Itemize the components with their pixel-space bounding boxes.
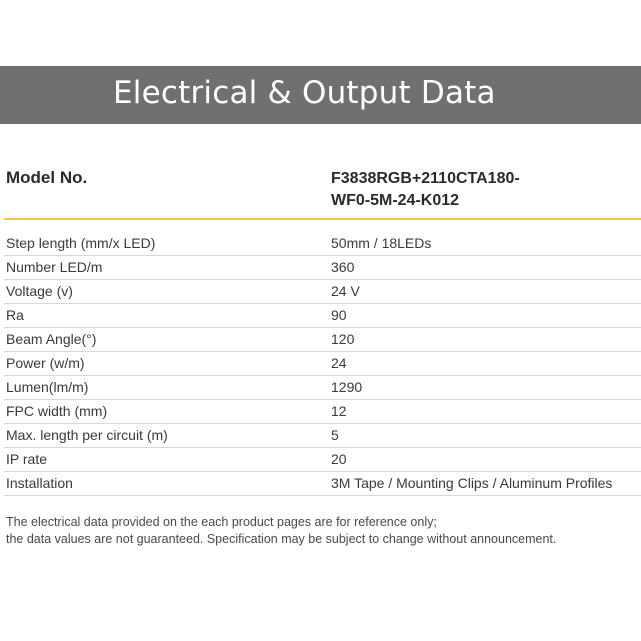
spec-table — [0, 232, 641, 496]
spec-value: 50mm / 18LEDs — [331, 235, 432, 251]
spec-row-fpc-width — [4, 400, 641, 424]
spec-row-ip-rate — [4, 448, 641, 472]
model-number-label: Model No. — [6, 168, 88, 187]
spec-value: 3M Tape / Mounting Clips / Aluminum Profiles — [331, 475, 613, 491]
disclaimer-line-2: the data values are not guaranteed. Specification may be subject to change without announcement. — [6, 532, 557, 546]
spec-value: 20 — [331, 451, 347, 467]
spec-value: 360 — [331, 259, 355, 275]
spec-row-led-count — [4, 256, 641, 280]
disclaimer-note — [6, 514, 636, 548]
spec-value: 1290 — [331, 379, 363, 395]
spec-row-installation — [4, 472, 641, 496]
spec-value: 120 — [331, 331, 355, 347]
accent-divider — [4, 218, 641, 220]
spec-row-ra — [4, 304, 641, 328]
spec-value: 24 — [331, 355, 347, 371]
section-header-banner — [0, 66, 641, 124]
spec-label: FPC width (mm) — [6, 403, 108, 419]
model-number-line-1: F3838RGB+2110CTA180- — [331, 170, 520, 187]
spec-value: 24 V — [331, 283, 360, 299]
spec-row-voltage — [4, 280, 641, 304]
spec-label: IP rate — [6, 451, 47, 467]
spec-row-step-length — [4, 232, 641, 256]
spec-value: 12 — [331, 403, 347, 419]
spec-label: Step length (mm/x LED) — [6, 235, 156, 251]
spec-label: Installation — [6, 475, 73, 491]
spec-value: 5 — [331, 427, 339, 443]
spec-label: Voltage (v) — [6, 283, 73, 299]
spec-row-power — [4, 352, 641, 376]
model-number-value — [331, 168, 631, 212]
spec-label: Beam Angle(°) — [6, 331, 97, 347]
spec-row-beam-angle — [4, 328, 641, 352]
section-title: Electrical & Output Data — [113, 75, 496, 111]
spec-value: 90 — [331, 307, 347, 323]
spec-label: Ra — [6, 307, 24, 323]
spec-label: Number LED/m — [6, 259, 103, 275]
disclaimer-line-1: The electrical data provided on the each product pages are for reference only; — [6, 515, 437, 529]
spec-row-max-length — [4, 424, 641, 448]
spec-label: Power (w/m) — [6, 355, 85, 371]
model-number-line-2: WF0-5M-24-K012 — [331, 192, 460, 209]
spec-label: Lumen(lm/m) — [6, 379, 89, 395]
spec-label: Max. length per circuit (m) — [6, 427, 168, 443]
spec-row-lumen — [4, 376, 641, 400]
